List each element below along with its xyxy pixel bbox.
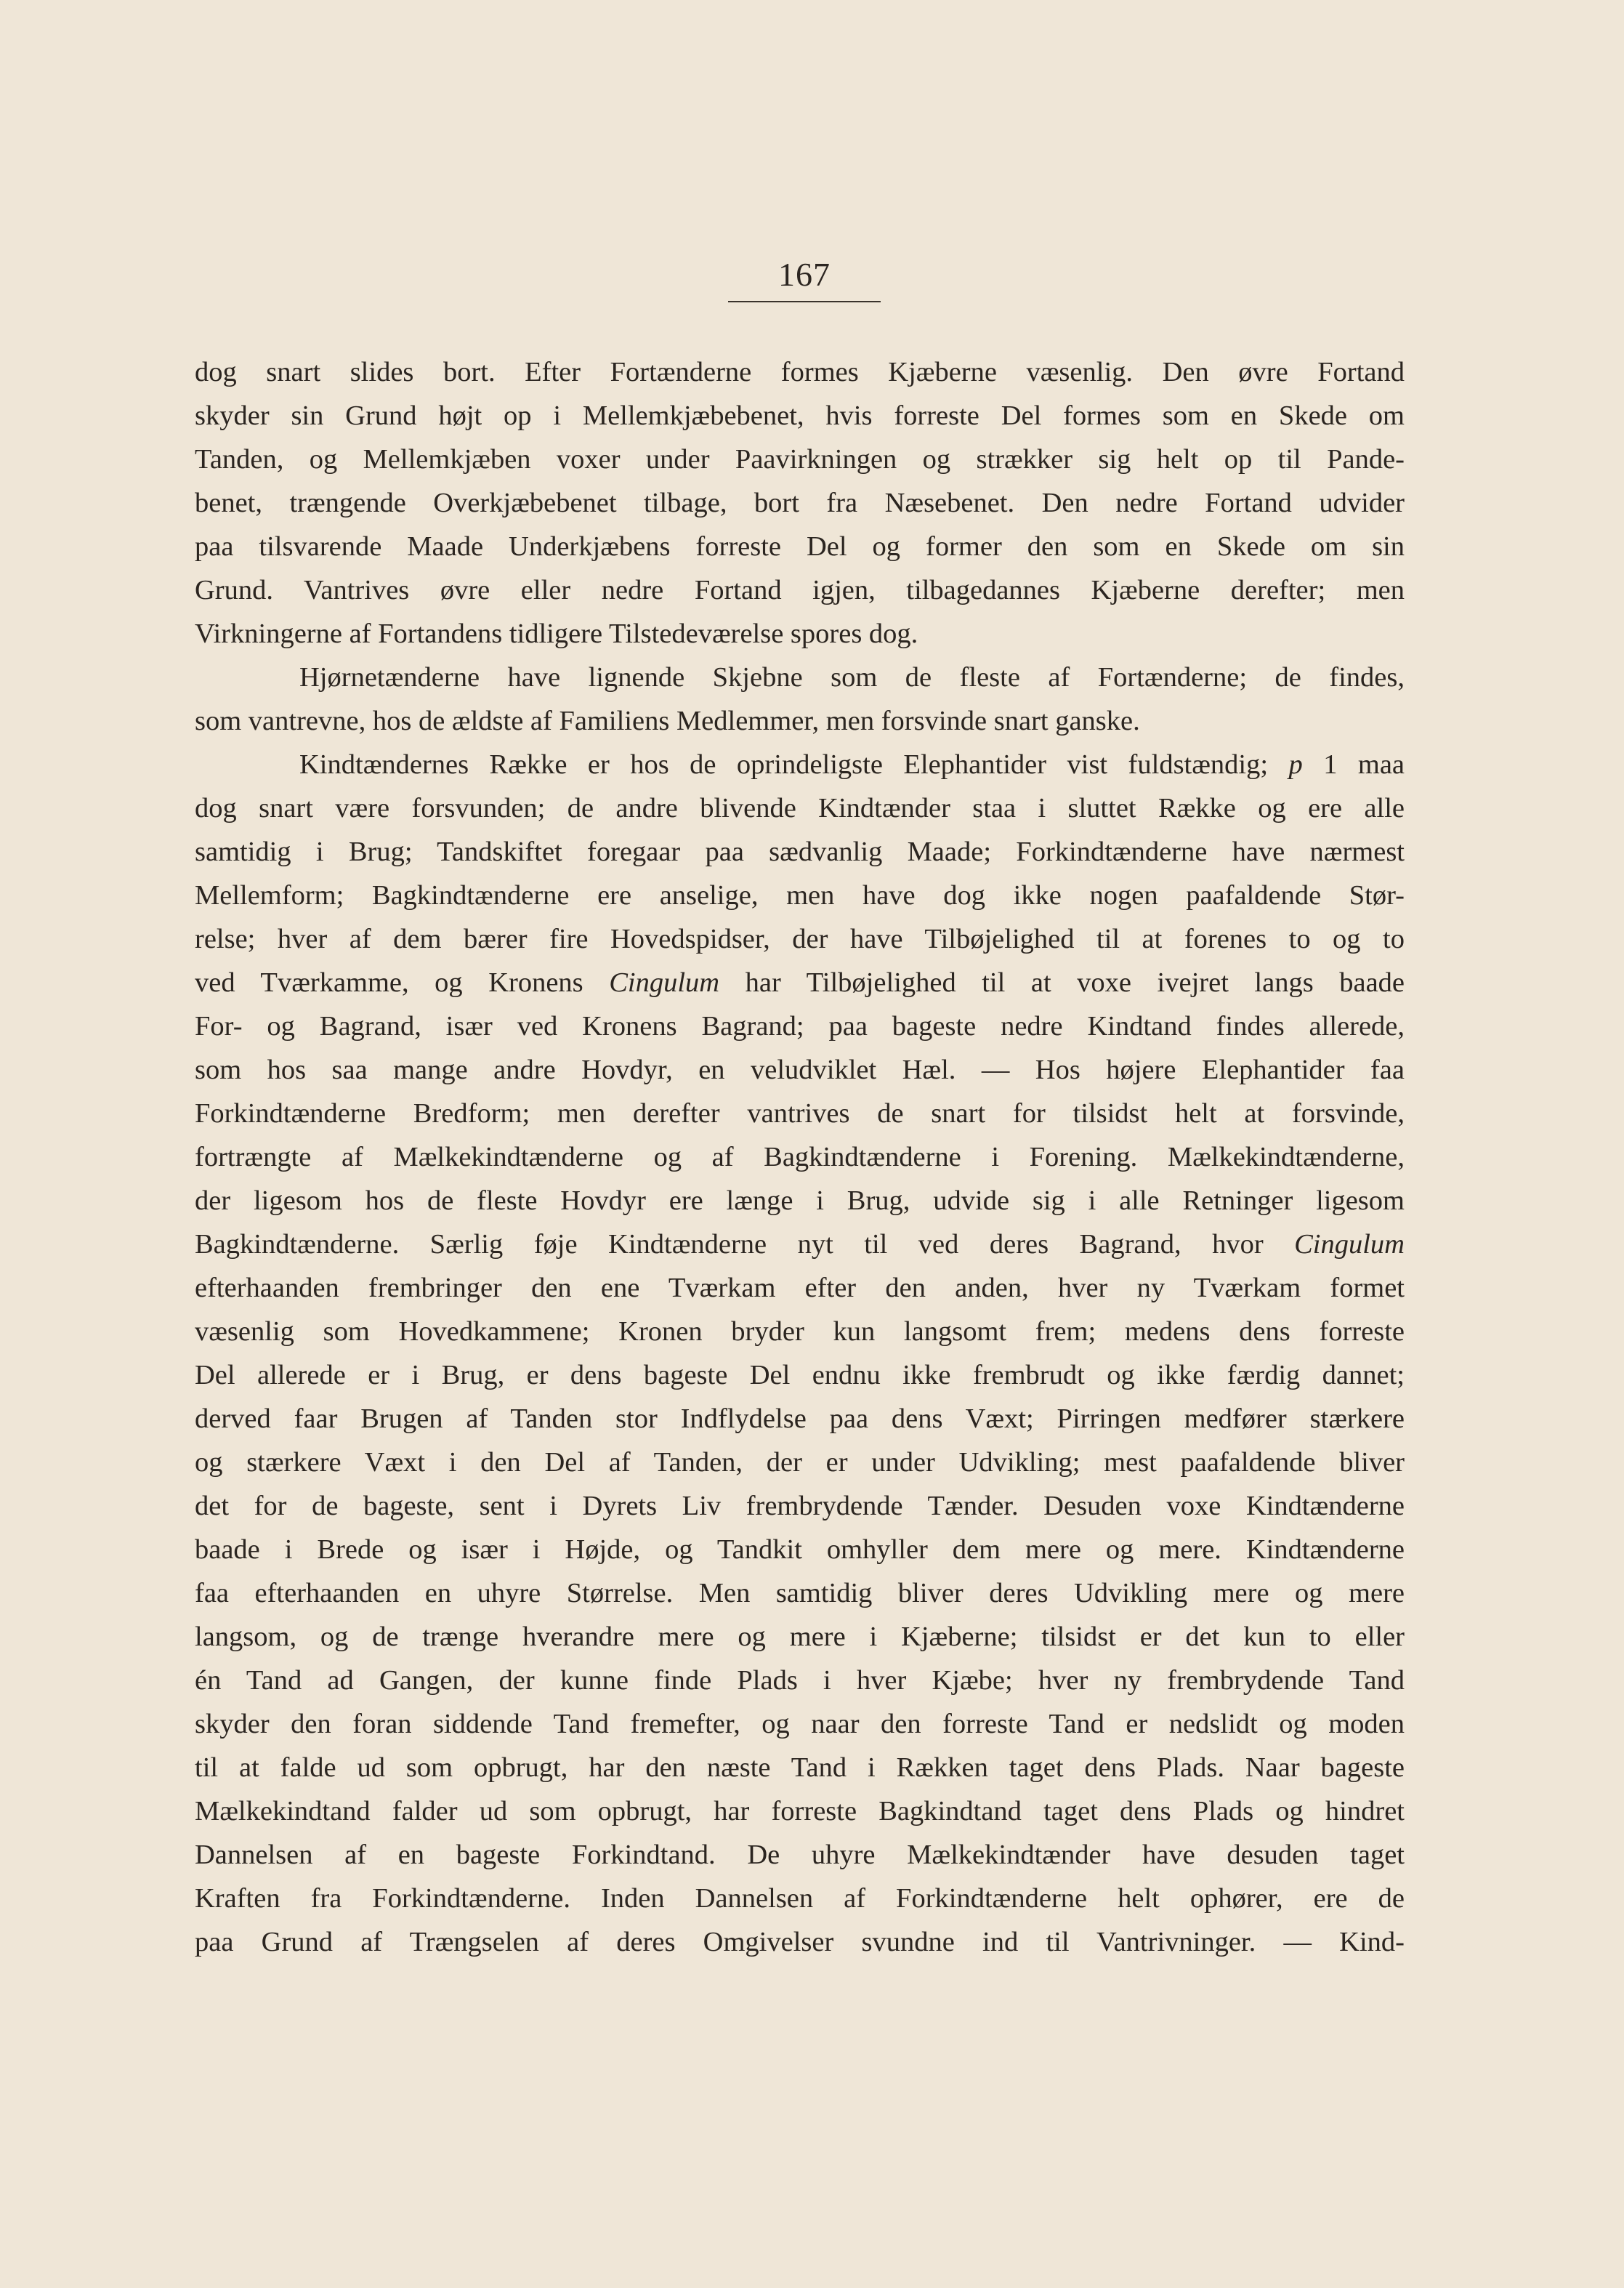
- text-line: Kindtændernes Række er hos de oprindeligste Elephantider vist fuldstændig; p 1 maa: [299, 749, 1405, 780]
- text-line: Grund. Vantrives øvre eller nedre Fortand igjen, tilbagedannes Kjæberne derefter; men: [195, 575, 1405, 605]
- text-line: væsenlig som Hovedkammene; Kronen bryder kun langsomt frem; medens dens forreste: [195, 1316, 1405, 1347]
- text-line: paa Grund af Trængselen af deres Omgivelser svundne ind til Vantrivninger. — Kind-: [195, 1927, 1405, 1957]
- text-line: Hjørnetænderne have lignende Skjebne som de fleste af Fortænderne; de findes,: [299, 662, 1405, 693]
- text-line: som hos saa mange andre Hovdyr, en veludviklet Hæl. — Hos højere Elephantider faa: [195, 1055, 1405, 1085]
- text-line: langsom, og de trænge hverandre mere og mere i Kjæberne; tilsidst er det kun to eller: [195, 1622, 1405, 1652]
- text-line: Forkindtænderne Bredform; men derefter vantrives de snart for tilsidst helt at forsvinde,: [195, 1098, 1405, 1129]
- text-line: der ligesom hos de fleste Hovdyr ere længe i Brug, udvide sig i alle Retninger ligesom: [195, 1185, 1405, 1216]
- text-line: efterhaanden frembringer den ene Tværkam efter den anden, hver ny Tværkam formet: [195, 1273, 1405, 1303]
- text-line: Del allerede er i Brug, er dens bageste Del endnu ikke frembrudt og ikke færdig dannet;: [195, 1360, 1405, 1390]
- text-line: Mælkekindtand falder ud som opbrugt, har forreste Bagkindtand taget dens Plads og hindret: [195, 1796, 1405, 1826]
- text-line: og stærkere Væxt i den Del af Tanden, der er under Udvikling; mest paafaldende bliver: [195, 1447, 1405, 1478]
- text-line: dog snart være forsvunden; de andre blivende Kindtænder staa i sluttet Række og ere alle: [195, 793, 1405, 823]
- text-line: Bagkindtænderne. Særlig føje Kindtænderne nyt til ved deres Bagrand, hvor Cingulum: [195, 1229, 1405, 1260]
- text-line: dog snart slides bort. Efter Fortænderne formes Kjæberne væsenlig. Den øvre Fortand: [195, 357, 1405, 387]
- text-line: relse; hver af dem bærer fire Hovedspidser, der have Tilbøjelighed til at forenes to og to: [195, 924, 1405, 954]
- text-line: paa tilsvarende Maade Underkjæbens forreste Del og former den som en Skede om sin: [195, 531, 1405, 562]
- page-number-rule: [728, 301, 881, 302]
- page-number: 167: [778, 256, 831, 293]
- text-line: benet, trængende Overkjæbebenet tilbage, bort fra Næsebenet. Den nedre Fortand udvider: [195, 488, 1405, 518]
- text-line: Mellemform; Bagkindtænderne ere anselige, men have dog ikke nogen paafaldende Stør-: [195, 880, 1405, 911]
- text-line: faa efterhaanden en uhyre Størrelse. Men samtidig bliver deres Udvikling mere og mere: [195, 1578, 1405, 1608]
- text-line: én Tand ad Gangen, der kunne finde Plads i hver Kjæbe; hver ny frembrydende Tand: [195, 1665, 1405, 1696]
- text-line: For- og Bagrand, især ved Kronens Bagrand; paa bageste nedre Kindtand findes allerede,: [195, 1011, 1405, 1042]
- text-line: skyder den foran siddende Tand fremefter, og naar den forreste Tand er nedslidt og moden: [195, 1709, 1405, 1739]
- text-line: samtidig i Brug; Tandskiftet foregaar paa sædvanlig Maade; Forkindtænderne have nærmest: [195, 837, 1405, 867]
- text-line: Tanden, og Mellemkjæben voxer under Paavirkningen og strækker sig helt op til Pande-: [195, 444, 1405, 475]
- text-line: Kraften fra Forkindtænderne. Inden Dannelsen af Forkindtænderne helt ophører, ere de: [195, 1883, 1405, 1914]
- text-line: fortrængte af Mælkekindtænderne og af Bagkindtænderne i Forening. Mælkekindtænderne,: [195, 1142, 1405, 1172]
- text-line: det for de bageste, sent i Dyrets Liv frembrydende Tænder. Desuden voxe Kindtænderne: [195, 1491, 1405, 1521]
- text-line: Dannelsen af en bageste Forkindtand. De uhyre Mælkekindtænder have desuden taget: [195, 1840, 1405, 1870]
- text-line: derved faar Brugen af Tanden stor Indflydelse paa dens Væxt; Pirringen medfører stærkere: [195, 1403, 1405, 1434]
- text-line: baade i Brede og især i Højde, og Tandkit omhyller dem mere og mere. Kindtænderne: [195, 1534, 1405, 1565]
- text-line: ved Tværkamme, og Kronens Cingulum har Tilbøjelighed til at voxe ivejret langs baade: [195, 967, 1405, 998]
- text-line: Virkningerne af Fortandens tidligere Tilstedeværelse spores dog.: [195, 619, 918, 649]
- body-text: [195, 350, 1405, 1964]
- text-line: som vantrevne, hos de ældste af Familiens Medlemmer, men forsvinde snart ganske.: [195, 706, 1140, 736]
- text-line: til at falde ud som opbrugt, har den næste Tand i Rækken taget dens Plads. Naar bageste: [195, 1752, 1405, 1783]
- text-line: skyder sin Grund højt op i Mellemkjæbebenet, hvis forreste Del formes som en Skede om: [195, 400, 1405, 431]
